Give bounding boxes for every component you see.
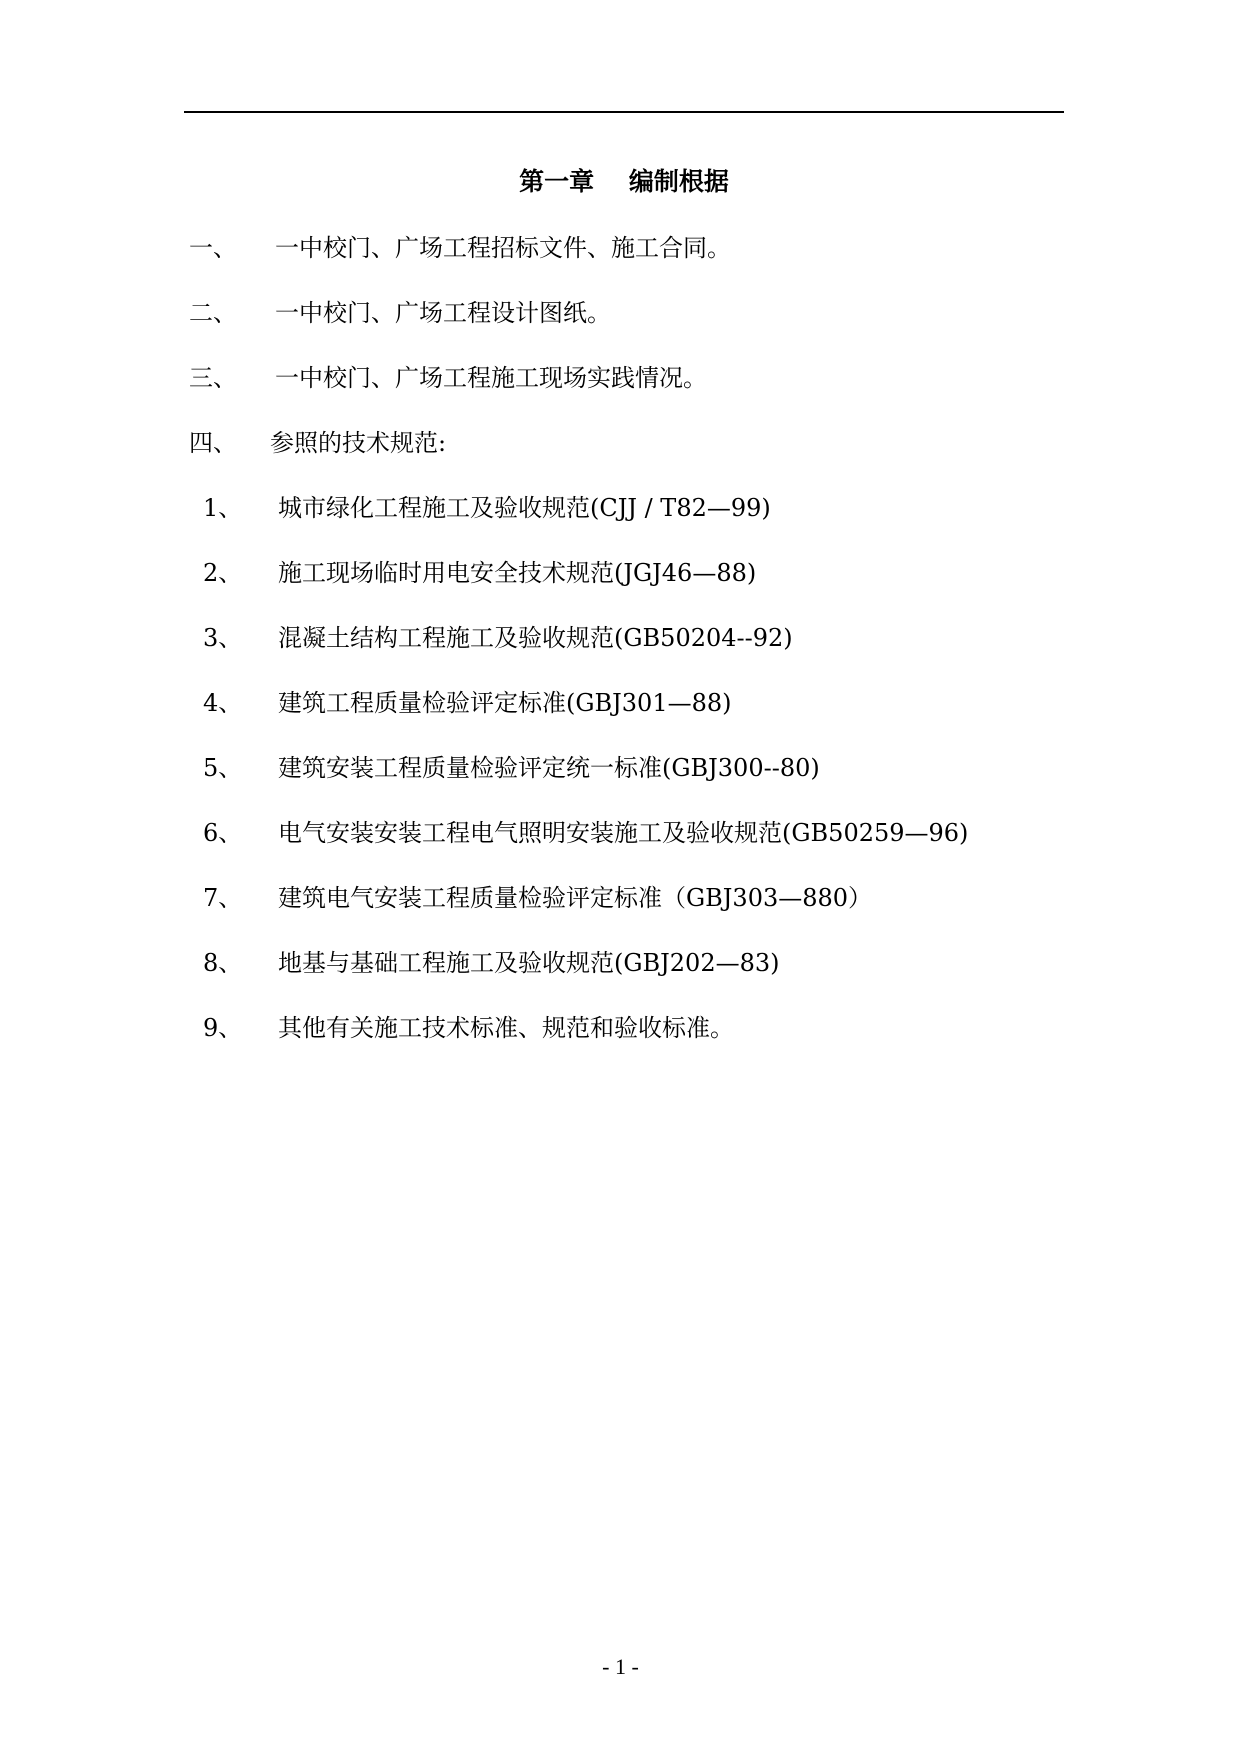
standard-text: 建筑电气安装工程质量检验评定标准（GBJ303—880） — [278, 884, 873, 912]
standard-text: 施工现场临时用电安全技术规范(JGJ46—88) — [278, 559, 757, 587]
standard-marker: 4、 — [203, 689, 243, 717]
standard-marker: 5、 — [203, 754, 243, 782]
section-marker: 二、 — [189, 299, 237, 327]
section-text: 一中校门、广场工程招标文件、施工合同。 — [275, 234, 731, 262]
section-marker: 三、 — [189, 364, 237, 392]
header-rule — [184, 111, 1064, 113]
standard-text: 电气安装安装工程电气照明安装施工及验收规范(GB50259—96) — [278, 819, 969, 847]
standard-marker: 3、 — [203, 624, 243, 652]
standard-text: 建筑安装工程质量检验评定统一标准(GBJ300--80) — [278, 754, 820, 782]
standard-marker: 6、 — [203, 819, 243, 847]
standard-text: 城市绿化工程施工及验收规范(CJJ / T82—99) — [278, 494, 771, 522]
chapter-title: 第一章 编制根据 — [519, 167, 729, 196]
standard-text: 地基与基础工程施工及验收规范(GBJ202—83) — [278, 949, 780, 977]
page-number: - 1 - — [602, 1654, 639, 1679]
standard-marker: 9、 — [203, 1014, 243, 1042]
standard-text: 混凝土结构工程施工及验收规范(GB50204--92) — [278, 624, 793, 652]
standard-marker: 2、 — [203, 559, 243, 587]
standard-text: 其他有关施工技术标准、规范和验收标准。 — [278, 1014, 734, 1042]
standard-marker: 8、 — [203, 949, 243, 977]
standard-marker: 7、 — [203, 884, 243, 912]
section-marker: 四、 — [189, 429, 237, 457]
standard-marker: 1、 — [203, 494, 243, 522]
section-text: 一中校门、广场工程施工现场实践情况。 — [275, 364, 707, 392]
standard-text: 建筑工程质量检验评定标准(GBJ301—88) — [278, 689, 732, 717]
section-text: 参照的技术规范: — [270, 429, 447, 457]
section-text: 一中校门、广场工程设计图纸。 — [275, 299, 611, 327]
section-marker: 一、 — [189, 234, 237, 262]
